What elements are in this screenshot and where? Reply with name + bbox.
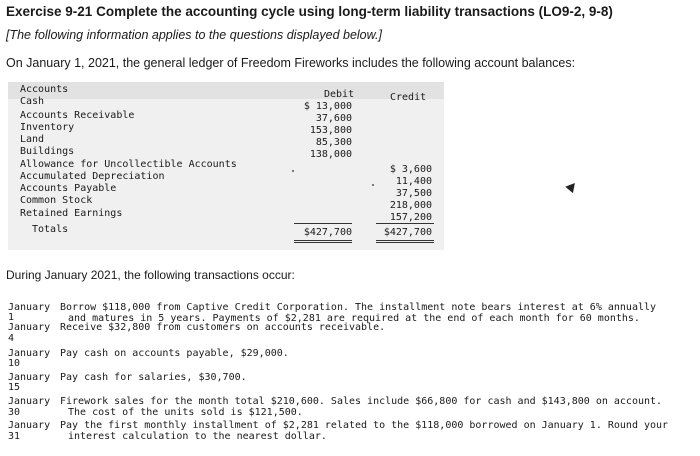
transaction-desc-line1: Pay the first monthly installment of $2,281 related to the $118,000 borrowed on January 1. Round your (60, 420, 669, 431)
account-balances-table (8, 82, 444, 250)
debit-total-rule-2 (294, 242, 352, 243)
transaction-day: 10 (8, 358, 21, 369)
col-header-debit: Debit (324, 89, 355, 100)
table-row-account: Accounts Payable (20, 183, 117, 194)
table-row-debit: 85,300 (315, 137, 352, 148)
transaction-month: January (8, 396, 51, 407)
transaction-desc-line1: Receive $32,800 from customers on accounts receivable. (60, 322, 386, 333)
transaction-month: January (8, 372, 51, 383)
table-row-credit: 37,500 (395, 188, 432, 199)
stray-dot (292, 170, 294, 172)
transaction-day: 15 (8, 382, 21, 393)
table-row-account: Buildings (20, 146, 75, 157)
table-row-credit: 11,400 (395, 176, 432, 187)
table-row-account: Inventory (20, 122, 75, 133)
table-row-credit: 218,000 (389, 200, 432, 211)
col-header-accounts: Accounts (20, 84, 69, 95)
table-header-band (8, 82, 444, 99)
debit-subtotal-rule (294, 223, 352, 224)
transaction-month: January (8, 348, 51, 359)
table-row-account: Allowance for Uncollectible Accounts (20, 159, 237, 170)
table-row-debit: 37,600 (315, 113, 352, 124)
transaction-desc-line1: Pay cash on accounts payable, $29,000. (60, 348, 289, 359)
credit-subtotal-rule (376, 223, 434, 224)
transaction-day: 1 (8, 312, 15, 323)
table-row-account: Accounts Receivable (20, 110, 135, 121)
table-row-credit: $ 3,600 (389, 164, 432, 175)
transaction-day: 4 (8, 333, 15, 344)
credit-total-rule-2 (376, 242, 434, 243)
debit-total-rule-1 (294, 240, 352, 241)
totals-label: Totals (32, 224, 69, 235)
totals-credit: $427,700 (383, 227, 432, 238)
table-row-account: Accumulated Depreciation (20, 171, 165, 182)
transactions-intro: During January 2021, the following transactions occur: (6, 268, 295, 282)
transaction-desc-line2: interest calculation to the nearest dollar. (68, 431, 327, 442)
transaction-month: January (8, 302, 51, 313)
table-row-debit: $ 13,000 (303, 101, 352, 112)
transaction-desc-line2: and matures in 5 years. Payments of $2,281 are required at the end of each month for 60 months. (68, 313, 640, 324)
transaction-desc-line1: Pay cash for salaries, $30,700. (60, 372, 247, 383)
transaction-desc-line1: Borrow $118,000 from Captive Credit Corporation. The installment note bears interest at 6% annually (60, 302, 657, 313)
transaction-day: 30 (8, 407, 21, 418)
credit-total-rule-1 (376, 240, 434, 241)
table-row-account: Common Stock (20, 195, 93, 206)
exercise-title: Exercise 9-21 Complete the accounting cycle using long-term liability transactions (LO9-2, 9-8) (6, 4, 613, 19)
table-row-debit: 153,800 (309, 125, 352, 136)
transaction-month: January (8, 420, 51, 431)
transaction-desc-line2: The cost of the units sold is $121,500. (68, 407, 303, 418)
totals-debit: $427,700 (303, 227, 352, 238)
table-row-account: Land (20, 134, 45, 145)
mouse-cursor-icon (565, 180, 578, 193)
transaction-day: 31 (8, 431, 21, 442)
transaction-month: January (8, 322, 51, 333)
table-row-credit: 157,200 (389, 212, 432, 223)
ledger-intro: On January 1, 2021, the general ledger of Freedom Fireworks includes the following account balances: (6, 56, 576, 70)
table-row-account: Retained Earnings (20, 208, 123, 219)
table-row-debit: 138,000 (309, 149, 352, 160)
transaction-desc-line1: Firework sales for the month total $210,600. Sales include $66,800 for cash and $143,800 on account. (60, 396, 663, 407)
table-row-account: Cash (20, 96, 45, 107)
col-header-credit: Credit (390, 92, 427, 103)
stray-dot (372, 184, 374, 186)
info-note: [The following information applies to the questions displayed below.] (6, 28, 382, 42)
